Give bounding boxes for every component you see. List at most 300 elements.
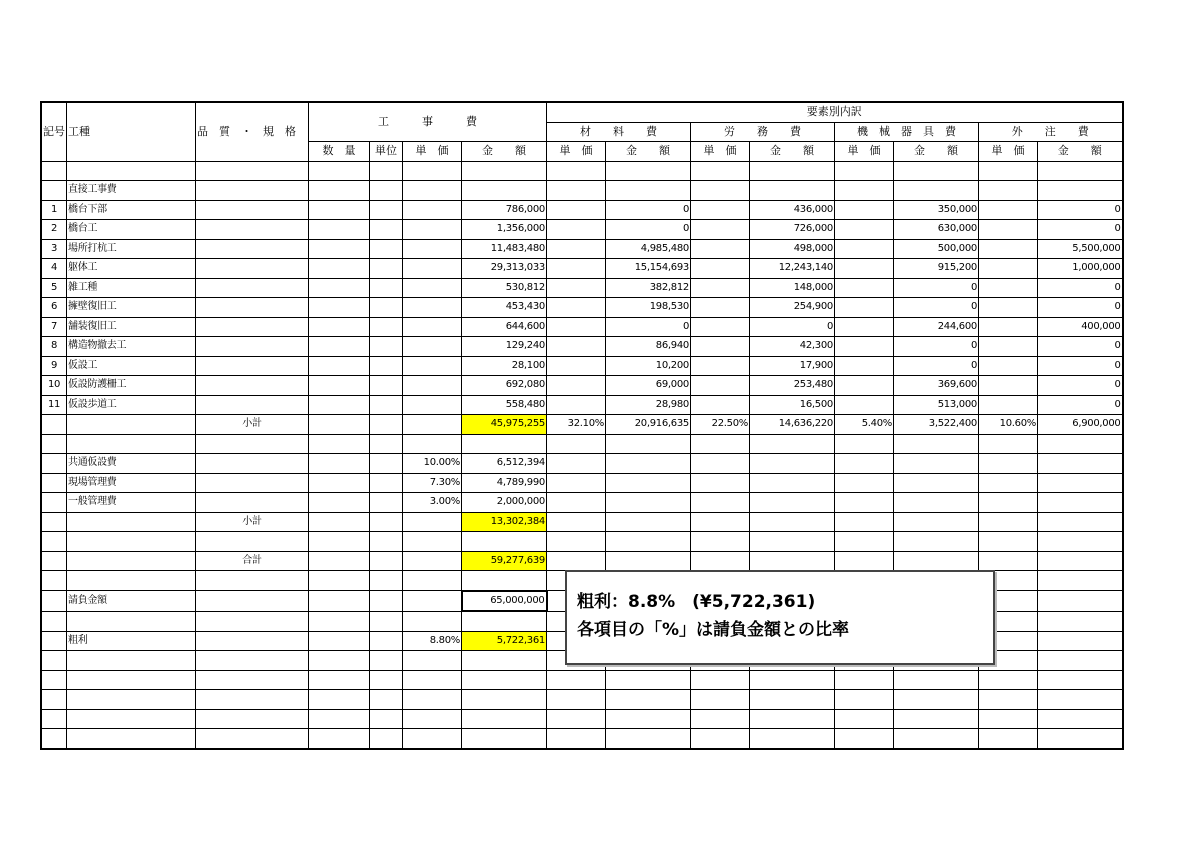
empty-cell: [894, 690, 979, 710]
empty-cell: [196, 591, 309, 612]
empty-cell: [462, 611, 547, 631]
empty-cell: [547, 181, 606, 201]
empty-cell: [691, 161, 750, 181]
empty-cell: [835, 434, 894, 454]
empty-cell: [403, 220, 462, 240]
empty-cell: [547, 709, 606, 729]
empty-cell: [750, 454, 835, 474]
empty-cell: [691, 181, 750, 201]
item-no: 4: [41, 259, 67, 279]
item-material: 0: [606, 317, 691, 337]
empty-cell: [196, 259, 309, 279]
empty-cell: [67, 532, 196, 552]
empty-cell: [547, 473, 606, 493]
empty-cell: [309, 337, 370, 357]
empty-cell: [403, 434, 462, 454]
empty-cell: [894, 181, 979, 201]
indirect-name: 一般管理費: [67, 493, 196, 513]
empty-cell: [41, 454, 67, 474]
empty-cell: [403, 200, 462, 220]
item-no: 2: [41, 220, 67, 240]
item-machinery: 244,600: [894, 317, 979, 337]
empty-cell: [41, 729, 67, 749]
empty-cell: [750, 512, 835, 532]
empty-cell: [370, 571, 403, 591]
empty-cell: [462, 670, 547, 690]
item-machinery: 630,000: [894, 220, 979, 240]
empty-cell: [691, 532, 750, 552]
empty-cell: [403, 278, 462, 298]
empty-cell: [979, 395, 1038, 415]
blank-row: [41, 709, 1123, 729]
empty-cell: [196, 631, 309, 651]
empty-cell: [606, 454, 691, 474]
header-mach-kingaku: 金 額: [894, 142, 979, 162]
empty-cell: [979, 298, 1038, 318]
item-no: 6: [41, 298, 67, 318]
empty-cell: [309, 571, 370, 591]
empty-cell: [67, 551, 196, 571]
empty-cell: [309, 161, 370, 181]
empty-cell: [403, 356, 462, 376]
empty-cell: [691, 434, 750, 454]
empty-cell: [309, 415, 370, 435]
blank-row: [41, 690, 1123, 710]
indirect-amount: 2,000,000: [462, 493, 547, 513]
empty-cell: [370, 454, 403, 474]
empty-cell: [370, 493, 403, 513]
empty-cell: [41, 415, 67, 435]
empty-cell: [547, 317, 606, 337]
header-hinshitsu: 品 質 ・ 規 格: [196, 102, 309, 161]
empty-cell: [196, 729, 309, 749]
indirect-rate: 3.00%: [403, 493, 462, 513]
empty-cell: [41, 690, 67, 710]
item-machinery: 500,000: [894, 239, 979, 259]
empty-cell: [370, 591, 403, 612]
blank-row: [41, 532, 1123, 552]
empty-cell: [750, 181, 835, 201]
empty-cell: [547, 337, 606, 357]
header-mach-tanka: 単 価: [835, 142, 894, 162]
empty-cell: [1038, 161, 1123, 181]
empty-cell: [894, 161, 979, 181]
empty-cell: [403, 670, 462, 690]
empty-cell: [67, 161, 196, 181]
empty-cell: [1038, 532, 1123, 552]
empty-cell: [894, 551, 979, 571]
profit-rate: 8.80%: [403, 631, 462, 651]
empty-cell: [41, 551, 67, 571]
indirect-rate: 7.30%: [403, 473, 462, 493]
header-gaichu: 外 注 費: [979, 122, 1123, 142]
empty-cell: [462, 434, 547, 454]
empty-cell: [403, 415, 462, 435]
empty-cell: [67, 709, 196, 729]
empty-cell: [196, 611, 309, 631]
item-name: 躯体工: [67, 259, 196, 279]
empty-cell: [462, 161, 547, 181]
empty-cell: [196, 434, 309, 454]
empty-cell: [41, 532, 67, 552]
empty-cell: [403, 376, 462, 396]
indirect-name: 共通仮設費: [67, 454, 196, 474]
empty-cell: [894, 493, 979, 513]
subtotal-label: 小計: [196, 415, 309, 435]
empty-cell: [196, 670, 309, 690]
empty-cell: [196, 200, 309, 220]
indirect-amount: 4,789,990: [462, 473, 547, 493]
empty-cell: [196, 161, 309, 181]
empty-cell: [370, 631, 403, 651]
empty-cell: [691, 473, 750, 493]
empty-cell: [835, 239, 894, 259]
empty-cell: [309, 298, 370, 318]
table-row: [41, 356, 1123, 376]
empty-cell: [835, 161, 894, 181]
empty-cell: [979, 670, 1038, 690]
empty-cell: [403, 181, 462, 201]
item-name: 橋台下部: [67, 200, 196, 220]
empty-cell: [370, 161, 403, 181]
empty-cell: [370, 651, 403, 671]
empty-cell: [547, 395, 606, 415]
table-row: [41, 454, 1123, 474]
empty-cell: [547, 690, 606, 710]
item-name: 橋台工: [67, 220, 196, 240]
empty-cell: [691, 670, 750, 690]
item-material: 4,985,480: [606, 239, 691, 259]
empty-cell: [370, 709, 403, 729]
empty-cell: [67, 571, 196, 591]
empty-cell: [462, 690, 547, 710]
empty-cell: [979, 200, 1038, 220]
empty-cell: [309, 493, 370, 513]
item-no: 1: [41, 200, 67, 220]
empty-cell: [835, 454, 894, 474]
empty-cell: [606, 181, 691, 201]
empty-cell: [41, 651, 67, 671]
indirect-rate: 10.00%: [403, 454, 462, 474]
item-labor: 148,000: [750, 278, 835, 298]
empty-cell: [462, 571, 547, 591]
item-labor: 17,900: [750, 356, 835, 376]
empty-cell: [403, 337, 462, 357]
empty-cell: [547, 532, 606, 552]
empty-cell: [979, 493, 1038, 513]
empty-cell: [1038, 454, 1123, 474]
empty-cell: [309, 434, 370, 454]
empty-cell: [370, 200, 403, 220]
empty-cell: [691, 395, 750, 415]
item-name: 仮設工: [67, 356, 196, 376]
empty-cell: [691, 690, 750, 710]
empty-cell: [691, 356, 750, 376]
item-material: 0: [606, 220, 691, 240]
empty-cell: [691, 376, 750, 396]
empty-cell: [41, 631, 67, 651]
item-subcontract: 0: [1038, 278, 1123, 298]
empty-cell: [67, 651, 196, 671]
profit-amount: 5,722,361: [462, 631, 547, 651]
empty-cell: [691, 278, 750, 298]
empty-cell: [403, 591, 462, 612]
contract-amount: 65,000,000: [462, 591, 547, 612]
empty-cell: [41, 571, 67, 591]
header-lab-tanka: 単 価: [691, 142, 750, 162]
empty-cell: [309, 473, 370, 493]
empty-cell: [835, 709, 894, 729]
empty-cell: [835, 493, 894, 513]
item-labor: 12,243,140: [750, 259, 835, 279]
empty-cell: [894, 532, 979, 552]
empty-cell: [894, 454, 979, 474]
empty-cell: [67, 415, 196, 435]
empty-cell: [196, 298, 309, 318]
empty-cell: [691, 493, 750, 513]
total-row: [41, 551, 1123, 571]
table-row: [41, 337, 1123, 357]
empty-cell: [309, 551, 370, 571]
item-subcontract: 5,500,000: [1038, 239, 1123, 259]
item-labor: 253,480: [750, 376, 835, 396]
labor-total: 14,636,220: [750, 415, 835, 435]
header-sub-tanka: 単 価: [979, 142, 1038, 162]
empty-cell: [894, 729, 979, 749]
empty-cell: [309, 356, 370, 376]
empty-cell: [403, 690, 462, 710]
empty-cell: [1038, 729, 1123, 749]
indirect-amount: 6,512,394: [462, 454, 547, 474]
empty-cell: [835, 220, 894, 240]
item-amount: 786,000: [462, 200, 547, 220]
profit-note-box[interactable]: [565, 570, 995, 665]
empty-cell: [547, 434, 606, 454]
item-amount: 644,600: [462, 317, 547, 337]
machinery-total: 3,522,400: [894, 415, 979, 435]
empty-cell: [979, 356, 1038, 376]
empty-cell: [196, 709, 309, 729]
empty-cell: [894, 709, 979, 729]
empty-cell: [309, 376, 370, 396]
header-roumu: 労 務 費: [691, 122, 835, 142]
empty-cell: [547, 729, 606, 749]
empty-cell: [41, 493, 67, 513]
empty-cell: [750, 690, 835, 710]
empty-cell: [41, 512, 67, 532]
item-material: 86,940: [606, 337, 691, 357]
empty-cell: [309, 512, 370, 532]
empty-cell: [835, 298, 894, 318]
empty-cell: [370, 278, 403, 298]
empty-cell: [547, 239, 606, 259]
item-subcontract: 1,000,000: [1038, 259, 1123, 279]
empty-cell: [309, 591, 370, 612]
empty-cell: [309, 670, 370, 690]
item-no: 10: [41, 376, 67, 396]
item-subcontract: 0: [1038, 395, 1123, 415]
empty-cell: [41, 473, 67, 493]
blank-row: [41, 161, 1123, 181]
empty-cell: [979, 709, 1038, 729]
empty-cell: [691, 512, 750, 532]
empty-cell: [835, 181, 894, 201]
empty-cell: [309, 317, 370, 337]
empty-cell: [835, 532, 894, 552]
item-subcontract: 0: [1038, 356, 1123, 376]
item-material: 382,812: [606, 278, 691, 298]
empty-cell: [547, 670, 606, 690]
empty-cell: [41, 161, 67, 181]
empty-cell: [1038, 611, 1123, 631]
item-subcontract: 400,000: [1038, 317, 1123, 337]
empty-cell: [750, 161, 835, 181]
empty-cell: [196, 317, 309, 337]
empty-cell: [67, 434, 196, 454]
empty-cell: [196, 181, 309, 201]
header-kingaku: 金 額: [462, 142, 547, 162]
empty-cell: [403, 298, 462, 318]
empty-cell: [370, 181, 403, 201]
empty-cell: [309, 239, 370, 259]
empty-cell: [547, 493, 606, 513]
labor-pct: 22.50%: [691, 415, 750, 435]
empty-cell: [370, 434, 403, 454]
empty-cell: [370, 512, 403, 532]
empty-cell: [370, 690, 403, 710]
item-amount: 692,080: [462, 376, 547, 396]
empty-cell: [979, 512, 1038, 532]
empty-cell: [309, 181, 370, 201]
empty-cell: [606, 434, 691, 454]
empty-cell: [547, 161, 606, 181]
empty-cell: [309, 651, 370, 671]
empty-cell: [41, 709, 67, 729]
empty-cell: [750, 532, 835, 552]
empty-cell: [462, 532, 547, 552]
empty-cell: [691, 454, 750, 474]
empty-cell: [462, 729, 547, 749]
empty-cell: [403, 395, 462, 415]
empty-cell: [67, 611, 196, 631]
empty-cell: [979, 454, 1038, 474]
item-labor: 254,900: [750, 298, 835, 318]
blank-row: [41, 670, 1123, 690]
empty-cell: [835, 356, 894, 376]
empty-cell: [750, 493, 835, 513]
empty-cell: [196, 690, 309, 710]
empty-cell: [606, 729, 691, 749]
item-material: 10,200: [606, 356, 691, 376]
empty-cell: [1038, 551, 1123, 571]
empty-cell: [979, 729, 1038, 749]
empty-cell: [691, 200, 750, 220]
empty-cell: [691, 709, 750, 729]
empty-cell: [196, 337, 309, 357]
total-label: 合計: [196, 551, 309, 571]
empty-cell: [370, 395, 403, 415]
empty-cell: [979, 278, 1038, 298]
subtotal2-label: 小計: [196, 512, 309, 532]
item-subcontract: 0: [1038, 376, 1123, 396]
empty-cell: [835, 512, 894, 532]
header-zairyo: 材 料 費: [547, 122, 691, 142]
empty-cell: [547, 512, 606, 532]
subtotal-row: [41, 415, 1123, 435]
subtotal-amount: 45,975,255: [462, 415, 547, 435]
empty-cell: [894, 512, 979, 532]
table-row: [41, 493, 1123, 513]
item-material: 69,000: [606, 376, 691, 396]
empty-cell: [691, 259, 750, 279]
item-subcontract: 0: [1038, 200, 1123, 220]
empty-cell: [462, 651, 547, 671]
material-pct: 32.10%: [547, 415, 606, 435]
empty-cell: [547, 376, 606, 396]
item-name: 仮設防護柵工: [67, 376, 196, 396]
empty-cell: [370, 376, 403, 396]
contract-label: 請負金額: [67, 591, 196, 612]
item-amount: 129,240: [462, 337, 547, 357]
header-suryo: 数 量: [309, 142, 370, 162]
empty-cell: [750, 729, 835, 749]
empty-cell: [403, 161, 462, 181]
empty-cell: [750, 709, 835, 729]
item-name: 雑工種: [67, 278, 196, 298]
item-subcontract: 0: [1038, 337, 1123, 357]
empty-cell: [403, 239, 462, 259]
empty-cell: [606, 473, 691, 493]
empty-cell: [691, 239, 750, 259]
empty-cell: [1038, 631, 1123, 651]
empty-cell: [750, 670, 835, 690]
empty-cell: [370, 298, 403, 318]
header-kikai: 機 械 器 具 費: [835, 122, 979, 142]
empty-cell: [606, 690, 691, 710]
empty-cell: [894, 670, 979, 690]
empty-cell: [979, 532, 1038, 552]
empty-cell: [979, 690, 1038, 710]
empty-cell: [979, 551, 1038, 571]
empty-cell: [196, 239, 309, 259]
empty-cell: [979, 239, 1038, 259]
empty-cell: [979, 337, 1038, 357]
empty-cell: [462, 709, 547, 729]
item-material: 0: [606, 200, 691, 220]
header-mat-tanka: 単 価: [547, 142, 606, 162]
empty-cell: [370, 473, 403, 493]
empty-cell: [979, 317, 1038, 337]
empty-cell: [547, 298, 606, 318]
item-no: 7: [41, 317, 67, 337]
empty-cell: [309, 631, 370, 651]
item-machinery: 0: [894, 356, 979, 376]
empty-cell: [309, 200, 370, 220]
item-machinery: 0: [894, 298, 979, 318]
empty-cell: [1038, 512, 1123, 532]
note-line-ratio: 各項目の「%」は請負金額との比率: [577, 620, 850, 640]
empty-cell: [835, 395, 894, 415]
empty-cell: [67, 512, 196, 532]
empty-cell: [196, 571, 309, 591]
empty-cell: [835, 670, 894, 690]
empty-cell: [835, 278, 894, 298]
table-row: [41, 298, 1123, 318]
empty-cell: [370, 220, 403, 240]
empty-cell: [67, 670, 196, 690]
empty-cell: [979, 220, 1038, 240]
empty-cell: [196, 278, 309, 298]
